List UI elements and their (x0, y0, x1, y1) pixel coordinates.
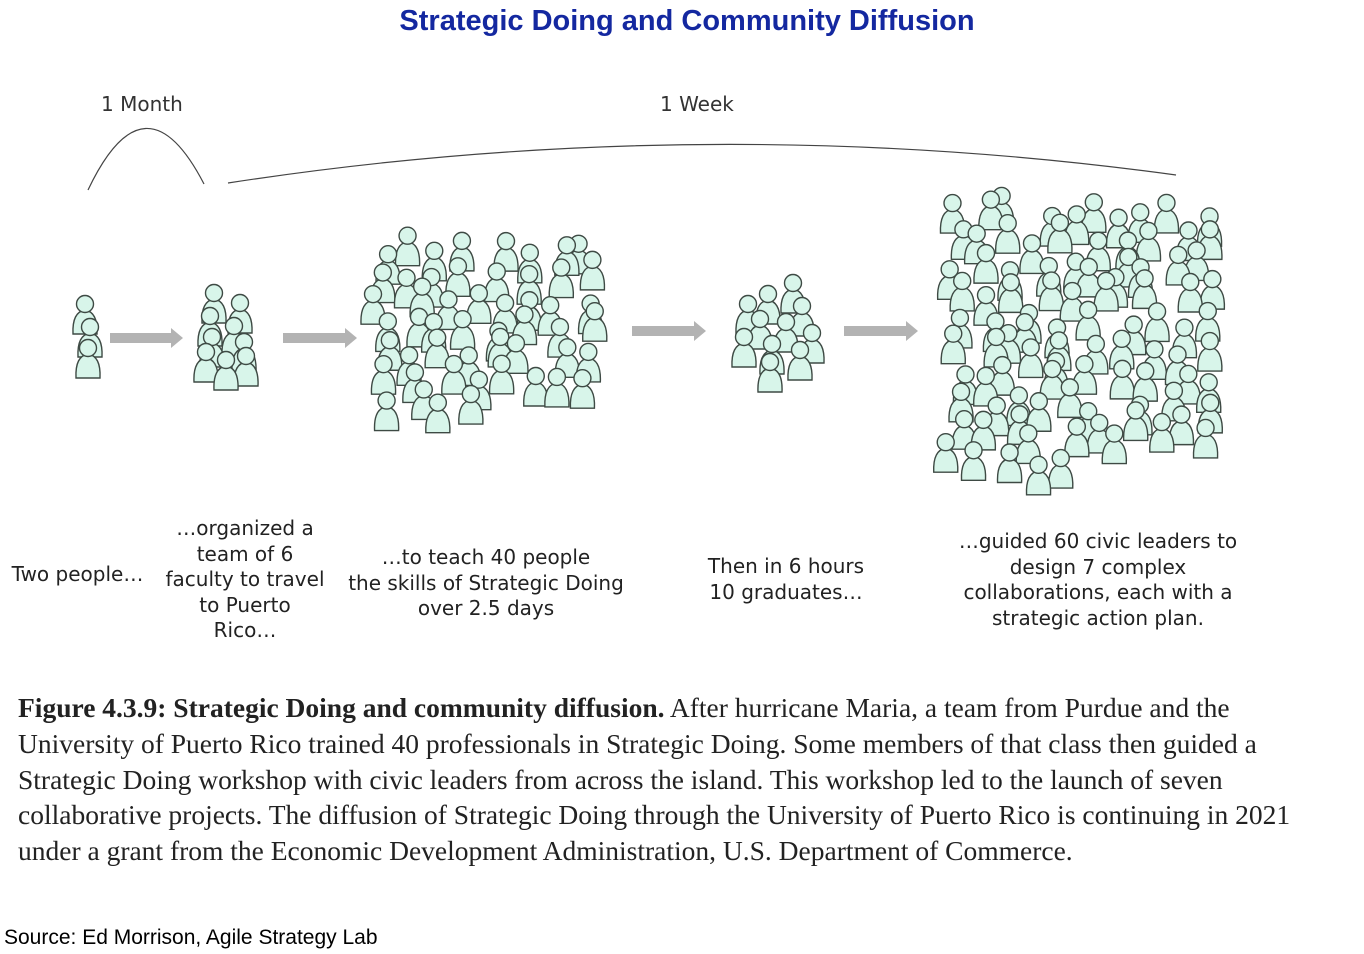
crowd-3 (361, 227, 607, 432)
person-icon (375, 392, 399, 431)
person-icon (545, 368, 569, 407)
person-icon (583, 303, 607, 342)
crowd-5 (934, 187, 1225, 494)
person-icon (950, 272, 974, 311)
person-icon (961, 442, 985, 481)
person-icon (1133, 363, 1157, 402)
person-icon (442, 356, 466, 395)
step-label-5: …guided 60 civic leaders to design 7 complex collaborations, each with a strategic action plan. (958, 529, 1238, 630)
month-span-arc (88, 128, 204, 190)
person-icon (1132, 270, 1156, 309)
arrow-2 (283, 328, 357, 348)
person-icon (1102, 425, 1126, 464)
step-label-1: Two people… (11, 562, 144, 586)
person-icon (1026, 456, 1050, 495)
arrow-1 (110, 328, 183, 348)
person-icon (974, 245, 998, 284)
person-icon (941, 325, 965, 364)
crowd-2 (194, 285, 258, 391)
person-icon (549, 259, 573, 298)
person-icon (1198, 333, 1222, 372)
crowd-1 (73, 296, 102, 379)
person-icon (1058, 379, 1082, 418)
person-icon (1076, 301, 1100, 340)
page-title: Strategic Doing and Community Diffusion (399, 5, 975, 37)
person-icon (1048, 214, 1072, 253)
person-icon (580, 251, 604, 290)
person-icon (1094, 272, 1118, 311)
person-icon (1049, 450, 1073, 489)
person-icon (1124, 402, 1148, 441)
person-icon (194, 344, 218, 383)
person-icon (371, 356, 395, 395)
arrow-4 (844, 321, 918, 341)
people-crowds (73, 187, 1224, 494)
caption-body: After hurricane Maria, a team from Purdue and the University of Puerto Rico trained 40 professionals in Strategic Doing. Some members of that class then guided a Strategic Doing workshop with civic leaders from across the island. This workshop led to the launch of seven collaborative projects. The diffusion of Strategic Doing through the University of Puerto Rico is continuing in 2021 under a grant from the Economic Development Administration, U.S. Department of Commerce. (18, 692, 1291, 867)
person-icon (999, 274, 1023, 313)
person-icon (214, 352, 238, 391)
person-icon (1150, 414, 1174, 453)
person-icon (76, 340, 100, 379)
person-icon (1154, 194, 1178, 233)
person-icon (996, 215, 1020, 254)
person-icon (459, 386, 483, 425)
person-icon (395, 227, 419, 265)
person-icon (1194, 419, 1218, 458)
person-icon (934, 434, 958, 473)
person-icon (998, 444, 1022, 483)
person-icon (1039, 272, 1063, 311)
person-icon (1145, 303, 1169, 342)
crowd-4 (732, 275, 824, 393)
week-span-arc (228, 144, 1176, 183)
step-label-3: …to teach 40 people the skills of Strategic Doing over 2.5 days (348, 545, 624, 620)
step-label-4: Then in 6 hours 10 graduates… (707, 554, 865, 604)
person-icon (451, 311, 475, 350)
figure-caption (18, 690, 1348, 869)
person-icon (1065, 418, 1089, 457)
person-icon (524, 367, 548, 406)
person-icon (426, 394, 450, 433)
person-icon (1136, 222, 1160, 261)
person-icon (1019, 339, 1043, 378)
person-icon (1040, 361, 1064, 400)
step-label-2: …organized a team of 6 faculty to travel to Puerto Rico… (165, 516, 325, 642)
month-span-label: 1 Month (101, 92, 183, 116)
person-icon (1110, 360, 1134, 399)
person-icon (758, 354, 782, 393)
arrow-3 (632, 321, 706, 341)
person-icon (788, 342, 812, 381)
source-note: Source: Ed Morrison, Agile Strategy Lab (4, 926, 378, 949)
person-icon (1178, 273, 1202, 312)
person-icon (732, 329, 756, 368)
week-span-label: 1 Week (660, 92, 734, 116)
caption-figure-label: Figure 4.3.9: Strategic Doing and community diffusion. (18, 692, 665, 723)
person-icon (490, 355, 514, 394)
person-icon (570, 370, 594, 409)
